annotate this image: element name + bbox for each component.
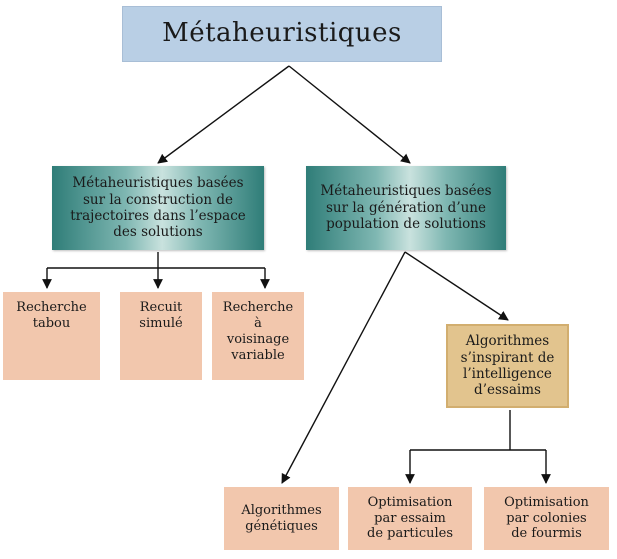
arrow-root-to-trajectory <box>158 66 289 163</box>
node-genetic-algorithms: Algorithmes génétiques <box>224 487 339 550</box>
arrow-population-to-swarm <box>405 252 508 320</box>
node-variable-neighborhood-search: Recherche à voisinage variable <box>212 292 304 380</box>
root-node-metaheuristics: Métaheuristiques <box>122 6 442 62</box>
node-trajectory-metaheuristics: Métaheuristiques basées sur la construction de trajectoires dans l’espace des solutions <box>52 166 264 250</box>
node-simulated-annealing: Recuit simulé <box>120 292 202 380</box>
node-tabu-search: Recherche tabou <box>3 292 100 380</box>
arrow-root-to-population <box>289 66 410 163</box>
node-particle-swarm-optimization: Optimisation par essaim de particules <box>348 487 472 550</box>
node-swarm-intelligence: Algorithmes s’inspirant de l’intelligence d’essaims <box>446 324 569 408</box>
node-population-metaheuristics: Métaheuristiques basées sur la génération d’une population de solutions <box>306 166 506 250</box>
node-ant-colony-optimization: Optimisation par colonies de fourmis <box>484 487 609 550</box>
